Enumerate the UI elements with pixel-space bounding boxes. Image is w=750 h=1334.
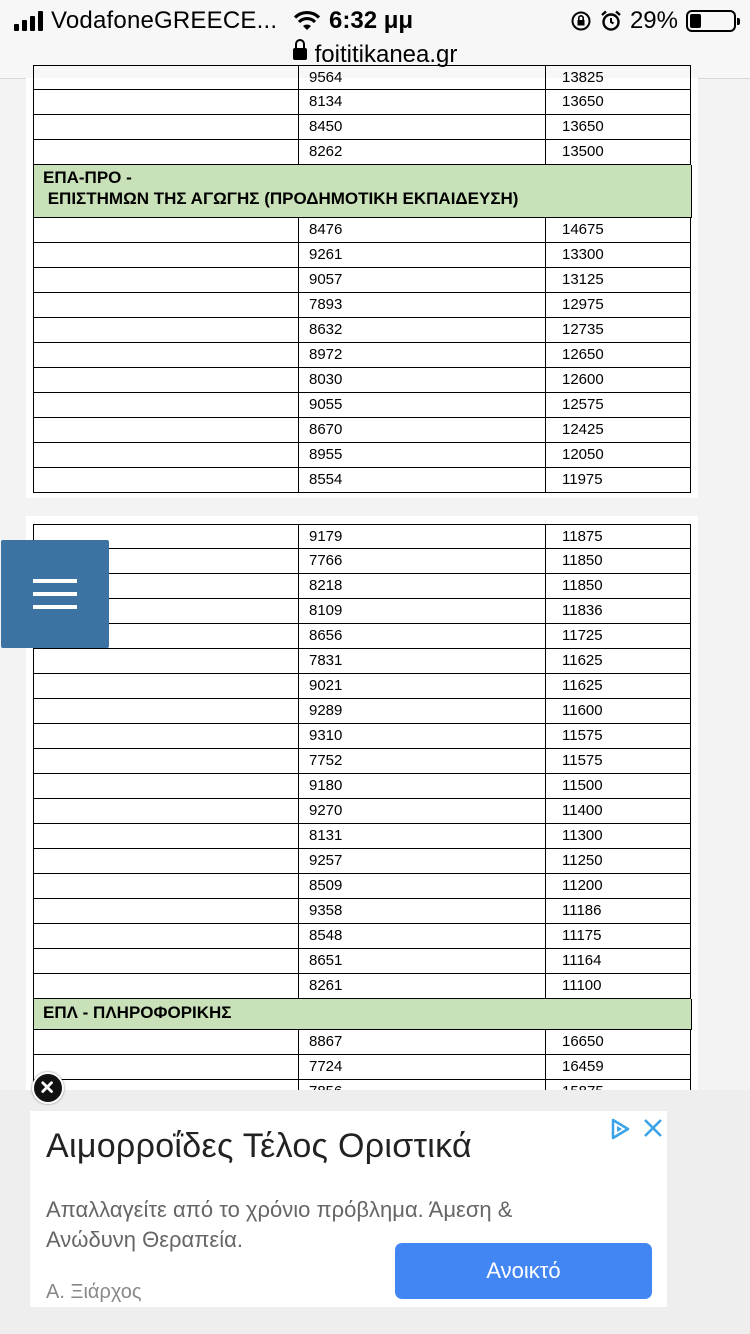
table-cell-score: 12425 <box>545 418 691 443</box>
content-panel-top <box>26 69 698 498</box>
table-cell-name <box>33 268 298 293</box>
table-cell-score: 16459 <box>545 1055 691 1080</box>
table-cell-name <box>33 468 298 493</box>
table-cell-code: 9180 <box>298 774 545 799</box>
table-cell-score: 11850 <box>545 574 691 599</box>
table-row <box>33 90 691 115</box>
table-cell-name <box>33 674 298 699</box>
table-cell-score: 12600 <box>545 368 691 393</box>
hamburger-icon-bar <box>33 579 77 583</box>
table-row <box>33 874 691 899</box>
table-cell-name <box>33 115 298 140</box>
table-cell-score: 11725 <box>545 624 691 649</box>
table-cell-name <box>33 649 298 674</box>
table-row <box>33 599 691 624</box>
table-cell-score: 16650 <box>545 1030 691 1055</box>
table-cell-score: 11975 <box>545 468 691 493</box>
table-cell-name <box>33 974 298 999</box>
table-cell-code: 8450 <box>298 115 545 140</box>
table-cell-name <box>33 218 298 243</box>
table-row <box>33 218 691 243</box>
table-row <box>33 293 691 318</box>
table-cell-name <box>33 899 298 924</box>
table-cell-name <box>33 774 298 799</box>
table-cell-code: 7752 <box>298 749 545 774</box>
ad-advertiser: Α. Ξιάρχος <box>46 1281 142 1303</box>
table-cell <box>33 65 298 90</box>
table-cell-score: 11500 <box>545 774 691 799</box>
table-cell-code: 8651 <box>298 949 545 974</box>
table-cell-name <box>33 140 298 165</box>
ad-open-button[interactable]: Ανοικτό <box>395 1243 652 1299</box>
table-row <box>33 65 691 90</box>
lock-icon <box>293 48 307 60</box>
table-row <box>33 1055 691 1080</box>
section-title-line-1: ΕΠΑ-ΠΡΟ - <box>43 168 132 187</box>
table-row <box>33 243 691 268</box>
table-cell-score: 13650 <box>545 90 691 115</box>
table-cell-name <box>33 393 298 418</box>
table-cell-score: 11575 <box>545 749 691 774</box>
table-row <box>33 799 691 824</box>
table-row <box>33 115 691 140</box>
adchoices-icon[interactable] <box>608 1117 632 1141</box>
table-cell-score: 11250 <box>545 849 691 874</box>
table-cell-name <box>33 368 298 393</box>
table-cell-score: 11300 <box>545 824 691 849</box>
table-cell-code: 9564 <box>298 65 545 90</box>
ad-description: Απαλλαγείτε από το χρόνιο πρόβλημα. Άμεση & Ανώδυνη Θεραπεία. <box>46 1197 513 1252</box>
table-cell-name <box>33 90 298 115</box>
table-cell-name <box>33 443 298 468</box>
table-cell-name <box>33 849 298 874</box>
status-bar <box>0 0 750 40</box>
table-cell-code: 9021 <box>298 674 545 699</box>
table-cell-code: 9057 <box>298 268 545 293</box>
table-row <box>33 774 691 799</box>
table-cell-code: 8218 <box>298 574 545 599</box>
table-cell-code: 8632 <box>298 318 545 343</box>
table-cell-code: 9310 <box>298 724 545 749</box>
table-cell-name <box>33 924 298 949</box>
table-row <box>33 849 691 874</box>
table-cell-code: 8509 <box>298 874 545 899</box>
table-cell-name <box>33 343 298 368</box>
table-cell-score: 12735 <box>545 318 691 343</box>
table-row <box>33 418 691 443</box>
table-cell-score: 13500 <box>545 140 691 165</box>
table-cell-code: 8134 <box>298 90 545 115</box>
table-cell-score: 11836 <box>545 599 691 624</box>
table-cell-code: 9179 <box>298 524 545 549</box>
table-row <box>33 318 691 343</box>
table-row <box>33 343 691 368</box>
table-cell-code: 7724 <box>298 1055 545 1080</box>
carrier-name: VodafoneGREECE... <box>51 7 278 34</box>
clock: 6:32 μμ <box>329 7 414 34</box>
table-cell-name <box>33 949 298 974</box>
table-row <box>33 140 691 165</box>
table-row <box>33 443 691 468</box>
rotation-lock-icon <box>570 10 592 32</box>
section-title: ΕΠΛ - ΠΛΗΡΟΦΟΡΙΚΗΣ <box>43 1003 232 1022</box>
url-domain: foititikanea.gr <box>314 41 458 68</box>
table-cell-code: 9358 <box>298 899 545 924</box>
table-cell-score: 11400 <box>545 799 691 824</box>
table-cell-name <box>33 293 298 318</box>
table-cell-code: 8262 <box>298 140 545 165</box>
table-row <box>33 749 691 774</box>
table-cell-score: 11875 <box>545 524 691 549</box>
table-row <box>33 724 691 749</box>
table-cell-code: 8476 <box>298 218 545 243</box>
table-row <box>33 549 691 574</box>
table-row <box>33 574 691 599</box>
table-row <box>33 674 691 699</box>
table-cell-code: 9055 <box>298 393 545 418</box>
battery-percent: 29% <box>629 7 678 34</box>
table-row <box>33 949 691 974</box>
table-cell-name <box>33 824 298 849</box>
table-row <box>33 268 691 293</box>
table-cell-code: 8109 <box>298 599 545 624</box>
table-row <box>33 393 691 418</box>
table-cell-name <box>33 1030 298 1055</box>
results-table <box>33 524 691 1105</box>
table-cell-name <box>33 418 298 443</box>
table-cell-code: 7831 <box>298 649 545 674</box>
table-cell-score: 11100 <box>545 974 691 999</box>
table-cell-name <box>33 724 298 749</box>
table-cell-name <box>33 749 298 774</box>
table-cell-score: 11625 <box>545 674 691 699</box>
table-cell-code: 8548 <box>298 924 545 949</box>
content-panel-bottom <box>26 516 698 1091</box>
table-row <box>33 624 691 649</box>
table-row <box>33 824 691 849</box>
battery-icon <box>686 10 736 32</box>
menu-button[interactable] <box>1 540 109 648</box>
table-cell-score: 12650 <box>545 343 691 368</box>
table-row <box>33 524 691 549</box>
table-cell-score: 13650 <box>545 115 691 140</box>
table-cell-name <box>33 243 298 268</box>
table-cell-code: 7893 <box>298 293 545 318</box>
table-cell-code: 8670 <box>298 418 545 443</box>
table-cell-code: 8955 <box>298 443 545 468</box>
table-cell-score: 11175 <box>545 924 691 949</box>
hamburger-icon-bar <box>33 592 77 596</box>
alarm-icon <box>600 10 622 32</box>
table-row <box>33 974 691 999</box>
results-table <box>33 65 691 493</box>
ad-title[interactable]: Αιμορροΐδες Τέλος Οριστικά <box>46 1127 472 1165</box>
ad-banner <box>0 1090 750 1334</box>
table-row <box>33 899 691 924</box>
table-cell-code: 8030 <box>298 368 545 393</box>
table-cell-code: 8261 <box>298 974 545 999</box>
table-row <box>33 649 691 674</box>
table-cell-score: 12975 <box>545 293 691 318</box>
table-cell-score: 11164 <box>545 949 691 974</box>
table-cell-score: 12575 <box>545 393 691 418</box>
table-cell-score: 11186 <box>545 899 691 924</box>
section-title-line-2: ΕΠΙΣΤΗΜΩΝ ΤΗΣ ΑΓΩΓΗΣ (ΠΡΟΔΗΜΟΤΙΚΗ ΕΚΠΑΙΔΕΥΣΗ) <box>43 189 519 208</box>
table-row <box>33 1030 691 1055</box>
table-cell-score: 11625 <box>545 649 691 674</box>
table-row <box>33 368 691 393</box>
table-cell-code: 8972 <box>298 343 545 368</box>
ad-card[interactable] <box>30 1111 667 1307</box>
table-cell-score: 13825 <box>545 65 691 90</box>
table-cell-name <box>33 874 298 899</box>
ad-close-icon[interactable] <box>640 1115 666 1141</box>
signal-icon <box>14 11 43 31</box>
table-cell-code: 9270 <box>298 799 545 824</box>
hamburger-icon-bar <box>33 605 77 609</box>
table-cell-code: 8131 <box>298 824 545 849</box>
table-cell-score: 14675 <box>545 218 691 243</box>
table-row <box>33 468 691 493</box>
table-cell-score: 11600 <box>545 699 691 724</box>
table-cell-code: 9261 <box>298 243 545 268</box>
table-cell-score: 13125 <box>545 268 691 293</box>
table-row <box>33 699 691 724</box>
section-header <box>33 999 692 1030</box>
table-cell-score: 11850 <box>545 549 691 574</box>
table-cell-name <box>33 1055 298 1080</box>
table-cell-score: 12050 <box>545 443 691 468</box>
table-cell-score: 11575 <box>545 724 691 749</box>
table-cell-name <box>33 799 298 824</box>
table-cell-name <box>33 318 298 343</box>
table-cell-code: 8867 <box>298 1030 545 1055</box>
close-ad-icon[interactable] <box>32 1072 64 1104</box>
table-cell-code: 8554 <box>298 468 545 493</box>
table-cell-score: 13300 <box>545 243 691 268</box>
table-cell-code: 9289 <box>298 699 545 724</box>
table-cell-code: 7766 <box>298 549 545 574</box>
wifi-icon <box>293 10 321 32</box>
section-header <box>33 165 692 218</box>
table-cell-code: 9257 <box>298 849 545 874</box>
table-cell-name <box>33 699 298 724</box>
table-cell-code: 8656 <box>298 624 545 649</box>
table-row <box>33 924 691 949</box>
table-cell-score: 11200 <box>545 874 691 899</box>
